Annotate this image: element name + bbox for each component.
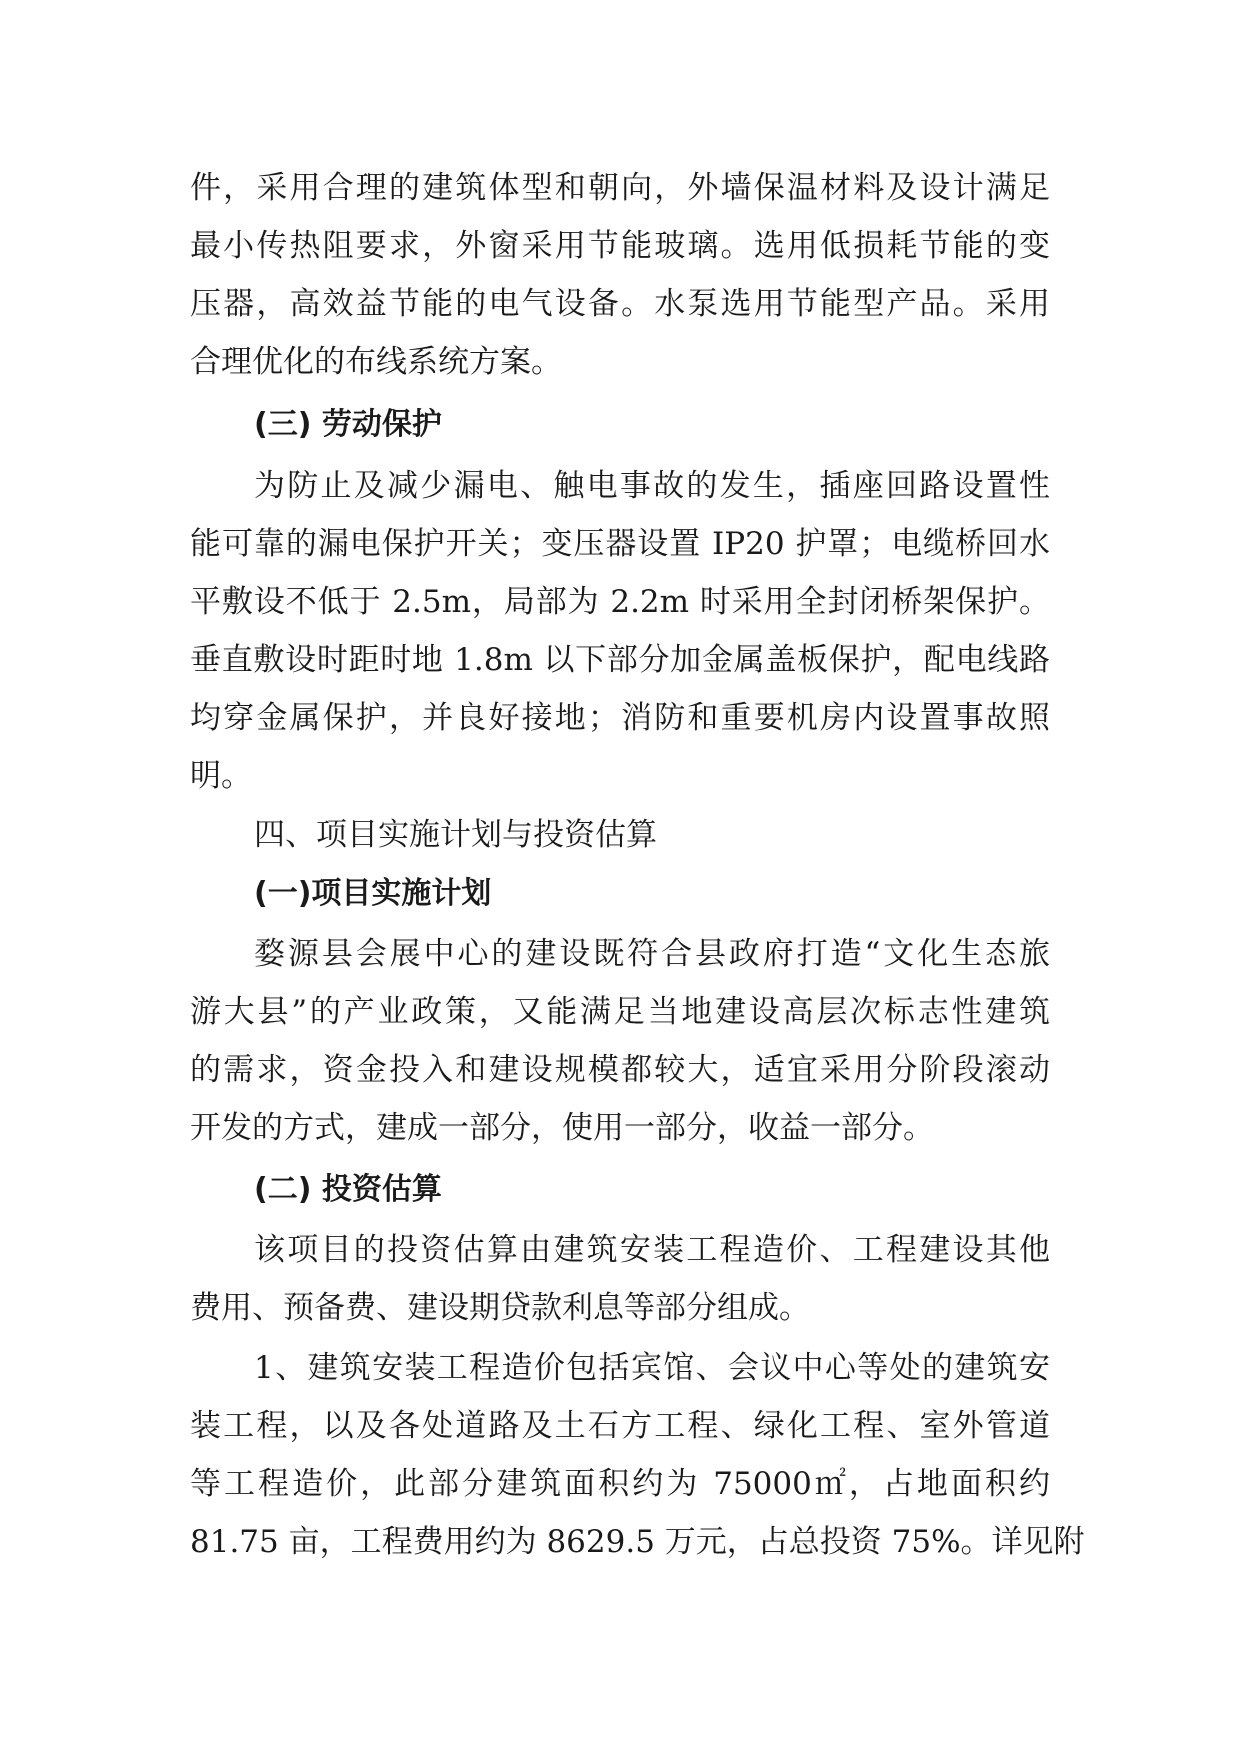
paragraph-line: 件，采用合理的建筑体型和朝向，外墙保温材料及设计满足 [190,170,1050,206]
paragraph-line: 装工程，以及各处道路及土石方工程、绿化工程、室外管道 [190,1408,1050,1444]
paragraph-line: 游大县”的产业政策，又能满足当地建设高层次标志性建筑 [190,994,1050,1030]
section-heading-implementation-and-investment: 四、项目实施计划与投资估算 [254,817,657,853]
paragraph-line: 该项目的投资估算由建筑安装工程造价、工程建设其他 [254,1232,1050,1268]
paragraph-line: 为防止及减少漏电、触电事故的发生，插座回路设置性 [254,468,1050,504]
paragraph-line: 合理优化的布线系统方案。 [190,344,562,380]
paragraph-line: 81.75 亩，工程费用约为 8629.5 万元，占总投资 75%。详见附 [190,1524,1085,1560]
paragraph-line: 能可靠的漏电保护开关；变压器设置 IP20 护罩；电缆桥回水 [190,526,1050,562]
paragraph-line: 平敷设不低于 2.5m，局部为 2.2m 时采用全封闭桥架保护。 [190,584,1050,620]
paragraph-line: 等工程造价，此部分建筑面积约为 75000㎡，占地面积约 [190,1466,1050,1502]
subsection-heading-investment-estimate: (二) 投资估算 [254,1172,442,1207]
paragraph-line: 压器，高效益节能的电气设备。水泵选用节能型产品。采用 [190,286,1050,322]
paragraph-line: 婺源县会展中心的建设既符合县政府打造“文化生态旅 [254,936,1050,972]
subsection-heading-implementation-plan: (一)项目实施计划 [254,876,492,911]
paragraph-line: 的需求，资金投入和建设规模都较大，适宜采用分阶段滚动 [190,1052,1050,1088]
paragraph-line: 最小传热阻要求，外窗采用节能玻璃。选用低损耗节能的变 [190,228,1050,264]
paragraph-line: 均穿金属保护，并良好接地；消防和重要机房内设置事故照 [190,700,1050,736]
paragraph-line: 明。 [190,758,252,794]
paragraph-line: 开发的方式，建成一部分，使用一部分，收益一部分。 [190,1110,934,1146]
paragraph-line: 费用、预备费、建设期贷款利息等部分组成。 [190,1290,810,1326]
paragraph-line: 1、建筑安装工程造价包括宾馆、会议中心等处的建筑安 [254,1350,1050,1386]
subsection-heading-labor-protection: (三) 劳动保护 [254,407,442,442]
paragraph-line: 垂直敷设时距时地 1.8m 以下部分加金属盖板保护，配电线路 [190,642,1050,678]
